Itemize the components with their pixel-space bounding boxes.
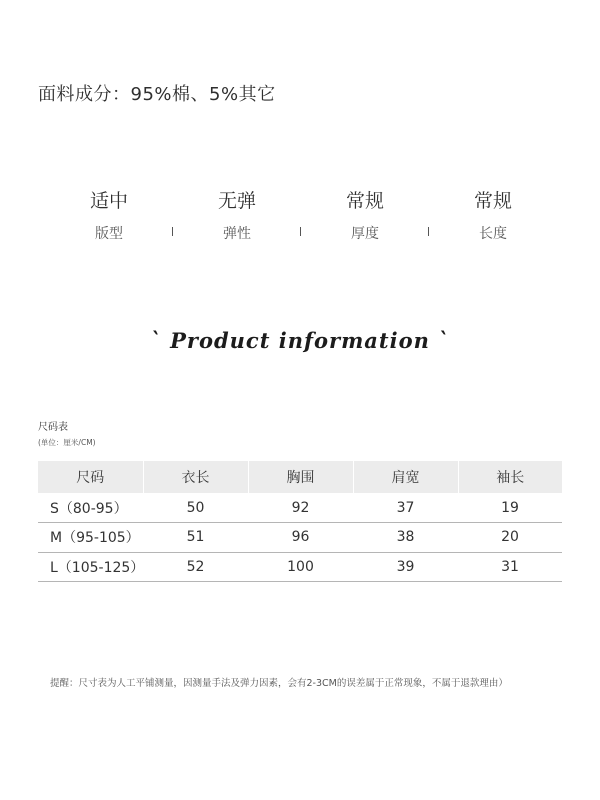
cell-chest: 92: [248, 493, 353, 523]
size-chart-table: [38, 461, 562, 582]
cell-size: L（105-125）: [38, 552, 143, 582]
header-shoulder: 肩宽: [353, 461, 458, 493]
cell-size: S（80-95）: [38, 493, 143, 523]
cell-sleeve: 31: [458, 552, 562, 582]
cell-shoulder: 39: [353, 552, 458, 582]
header-chest: 胸围: [248, 461, 353, 493]
attribute-label: 长度: [479, 226, 507, 242]
cell-sleeve: 19: [458, 493, 562, 523]
header-size: 尺码: [38, 461, 143, 493]
attribute-value: 常规: [473, 190, 512, 212]
table-header-row: [38, 461, 562, 493]
attribute-fit: [45, 186, 173, 243]
fabric-composition: 面料成分：95%棉、5%其它: [38, 84, 276, 105]
table-row: [38, 523, 562, 553]
attribute-label: 版型: [95, 226, 123, 242]
product-information-banner: ` Product information `: [150, 328, 450, 353]
attribute-label: 厚度: [351, 226, 379, 242]
product-attributes: [45, 186, 557, 246]
cell-shoulder: 37: [353, 493, 458, 523]
cell-shoulder: 38: [353, 523, 458, 553]
attribute-label: 弹性: [223, 226, 251, 242]
cell-length: 51: [143, 523, 248, 553]
cell-size: M（95-105）: [38, 523, 143, 553]
header-sleeve: 袖长: [458, 461, 562, 493]
cell-length: 52: [143, 552, 248, 582]
cell-length: 50: [143, 493, 248, 523]
cell-sleeve: 20: [458, 523, 562, 553]
size-chart-unit: (单位：厘米/CM): [38, 438, 96, 447]
table-row: [38, 493, 562, 523]
attribute-value: 适中: [89, 190, 128, 212]
table-row: [38, 552, 562, 582]
attribute-length: [429, 186, 557, 243]
attribute-value: 常规: [345, 190, 384, 212]
header-length: 衣长: [143, 461, 248, 493]
cell-chest: 96: [248, 523, 353, 553]
attribute-value: 无弹: [217, 190, 256, 212]
attribute-thickness: [301, 186, 429, 243]
cell-chest: 100: [248, 552, 353, 582]
measurement-note: 提醒：尺寸表为人工平铺测量，因测量手法及弹力因素，会有2-3CM的误差属于正常现象，不属于退款理由）: [50, 678, 508, 689]
size-chart-title: 尺码表: [38, 422, 68, 433]
attribute-elasticity: [173, 186, 301, 243]
